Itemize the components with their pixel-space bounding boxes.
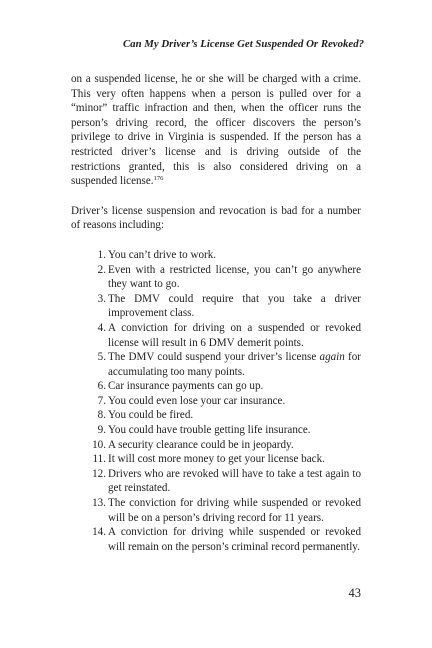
- list-item-number: 5.: [97, 351, 106, 364]
- list-item-number: 4.: [97, 321, 106, 334]
- list-item-number: 10.: [92, 438, 106, 451]
- list-item-text: A conviction for driving while suspended or revoked will remain on the person’s criminal record permanently.: [108, 526, 361, 553]
- list-item-number: 7.: [97, 394, 106, 407]
- list-item: [71, 292, 361, 321]
- list-item-text: A conviction for driving on a suspended or revoked license will result in 6 DMV demerit points.: [108, 321, 361, 349]
- paragraph-continuation: [71, 72, 361, 189]
- list-item-text-after: for accumulating too many points.: [108, 351, 361, 378]
- list-item: [71, 379, 361, 394]
- paragraph-reasons-intro: Driver’s license suspension and revocation is bad for a number of reasons including:: [71, 204, 361, 232]
- list-item-number: 14.: [92, 526, 106, 539]
- list-item: [71, 452, 361, 467]
- list-item-text: You could be fired.: [108, 409, 194, 422]
- list-item-text: Drivers who are revoked will have to take a test again to get reinstated.: [108, 467, 361, 495]
- list-item-number: 3.: [97, 292, 106, 305]
- list-item-number: 2.: [97, 263, 106, 276]
- list-item-text: You can’t drive to work.: [108, 248, 217, 261]
- list-item-number: 13.: [92, 497, 106, 510]
- list-item: [71, 467, 361, 496]
- list-item: [71, 248, 361, 263]
- paragraph-1-text: on a suspended license, he or she will be charged with a crime. This very often happens when a person is pulled over for a “minor” traffic infraction and then, when the officer runs the person’s driving record, the officer discovers the person’s privilege to drive in Virginia is suspended. If the person has a restricted driver’s license and is driving outside of the restrictions granted, this is also considered driving on a suspended license.: [71, 73, 361, 188]
- list-item-number: 1.: [97, 248, 106, 261]
- list-item-number: 12.: [92, 467, 106, 480]
- footnote-reference: 176: [153, 175, 164, 183]
- list-item: [71, 263, 361, 292]
- list-item-number: 9.: [97, 424, 106, 437]
- list-item: [71, 321, 361, 350]
- page-number: 43: [348, 586, 361, 600]
- emphasized-word: again: [319, 351, 345, 364]
- list-item-text: A security clearance could be in jeopardy.: [108, 438, 294, 451]
- list-item: [71, 408, 361, 423]
- reasons-list: [71, 248, 361, 554]
- list-item: [71, 438, 361, 453]
- list-item: [71, 525, 361, 554]
- list-item-text: The DMV could require that you take a driver improvement class.: [108, 292, 361, 320]
- list-item: [71, 496, 361, 525]
- list-item-text: It will cost more money to get your license back.: [108, 453, 325, 466]
- running-header: Can My Driver’s License Get Suspended Or Revoked?: [122, 38, 364, 50]
- list-item-text: You could have trouble getting life insurance.: [108, 424, 311, 437]
- list-item: [71, 394, 361, 409]
- list-item-number: 8.: [97, 409, 106, 422]
- list-item: [71, 350, 361, 379]
- list-item-text-before: The DMV could suspend your driver’s license: [108, 351, 320, 364]
- list-item-text: You could even lose your car insurance.: [108, 394, 286, 407]
- list-item-text: Car insurance payments can go up.: [108, 380, 264, 393]
- list-item-number: 6.: [97, 380, 106, 393]
- page-body: [71, 72, 361, 554]
- list-item: [71, 423, 361, 438]
- list-item-text: The conviction for driving while suspended or revoked will be on a person’s driving record for 11 years.: [108, 497, 361, 524]
- list-item-text: Even with a restricted license, you can’t go anywhere they want to go.: [108, 263, 361, 291]
- list-item-number: 11.: [92, 453, 106, 466]
